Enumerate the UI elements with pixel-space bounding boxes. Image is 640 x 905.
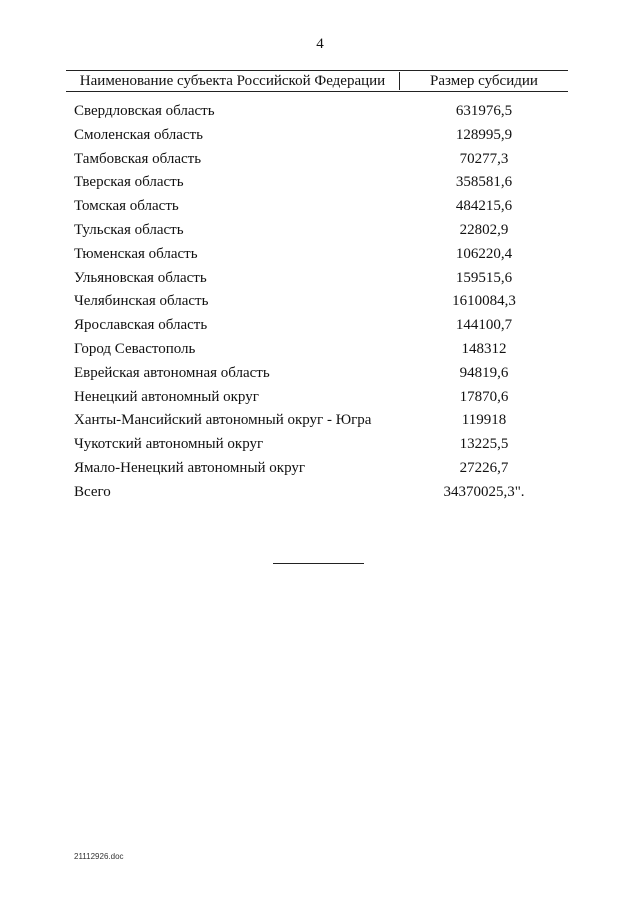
- region-name: Чукотский автономный округ: [74, 436, 264, 453]
- table-row: [0, 315, 640, 339]
- table-row: [0, 101, 640, 125]
- table-row: [0, 196, 640, 220]
- subsidy-amount: 144100,7: [455, 317, 513, 334]
- region-name: Тамбовская область: [74, 150, 202, 167]
- region-name: Ханты-Мансийский автономный округ - Югра: [74, 412, 372, 429]
- table-row: [0, 339, 640, 363]
- table-row: [0, 434, 640, 458]
- closing-rule: [273, 563, 364, 564]
- region-name: Тюменская область: [74, 245, 198, 262]
- subsidy-amount: 27226,7: [459, 459, 509, 476]
- region-name: Челябинская область: [74, 293, 209, 310]
- column-header-subsidy-amount: Размер субсидии: [430, 73, 538, 89]
- subsidy-amount: 148312: [461, 340, 507, 357]
- subsidy-amount: 128995,9: [455, 126, 513, 143]
- subsidy-amount: 631976,5: [455, 103, 513, 119]
- subsidy-amount: 119918: [461, 412, 507, 429]
- total-amount: 34370025,3".: [443, 483, 525, 500]
- subsidy-amount: 1610084,3: [452, 293, 516, 310]
- table-row: [0, 458, 640, 482]
- subsidy-amount: 70277,3: [459, 150, 509, 167]
- region-name: Ямало-Ненецкий автономный округ: [74, 459, 306, 476]
- total-label: Всего: [74, 483, 111, 500]
- region-name: Еврейская автономная область: [74, 364, 270, 381]
- subsidy-amount: 159515,6: [455, 269, 513, 286]
- table-row-total: [0, 482, 640, 506]
- document-code: 21112926.doc: [74, 852, 124, 861]
- table-row: [0, 291, 640, 315]
- subsidy-amount: 94819,6: [459, 364, 509, 381]
- region-name: Ярославская область: [74, 317, 208, 334]
- subsidy-amount: 358581,6: [455, 174, 513, 191]
- region-name: Свердловская область: [74, 103, 215, 119]
- table-row: [0, 363, 640, 387]
- subsidy-amount: 17870,6: [459, 388, 509, 405]
- subsidy-amount: 22802,9: [459, 221, 509, 238]
- table-row: [0, 244, 640, 268]
- table-row: [0, 387, 640, 411]
- subsidy-amount: 484215,6: [455, 198, 513, 215]
- region-name: Ульяновская область: [74, 269, 207, 286]
- table-header: [66, 70, 568, 92]
- table-row: [0, 125, 640, 149]
- table-row: [0, 149, 640, 173]
- region-name: Город Севастополь: [74, 340, 196, 357]
- column-header-region-name: Наименование субъекта Российской Федерации: [66, 72, 400, 90]
- table-row: [0, 410, 640, 434]
- region-name: Тульская область: [74, 221, 184, 238]
- subsidy-table-body: [0, 101, 640, 506]
- table-row: [0, 172, 640, 196]
- table-row: [0, 220, 640, 244]
- region-name: Тверская область: [74, 174, 184, 191]
- region-name: Томская область: [74, 198, 179, 215]
- subsidy-amount: 13225,5: [459, 436, 509, 453]
- table-row: [0, 268, 640, 292]
- region-name: Смоленская область: [74, 126, 203, 143]
- page-number: 4: [316, 36, 324, 52]
- subsidy-amount: 106220,4: [455, 245, 513, 262]
- region-name: Ненецкий автономный округ: [74, 388, 259, 405]
